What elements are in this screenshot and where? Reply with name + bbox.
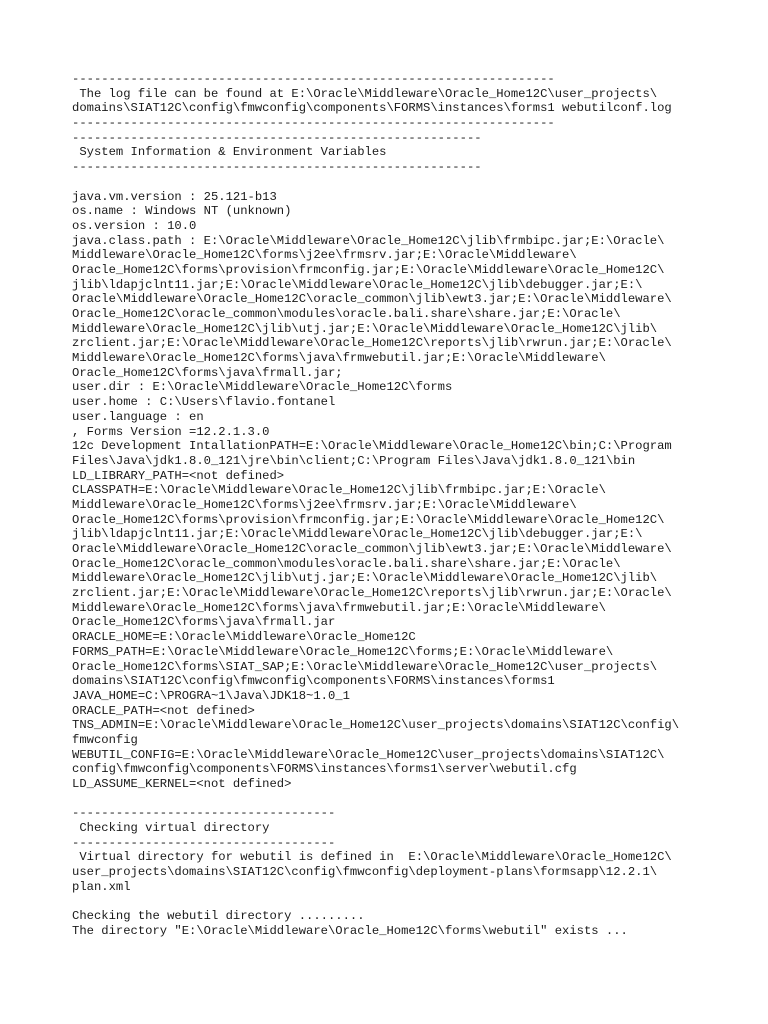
log-line: [72, 175, 679, 190]
log-line: java.vm.version : 25.121-b13: [72, 189, 277, 204]
log-line: The log file can be found at E:\Oracle\Middleware\Oracle_Home12C\user_projects\: [72, 86, 658, 101]
log-line: domains\SIAT12C\config\fmwconfig\components\FORMS\instances\forms1 webutilconf.log: [72, 101, 672, 116]
log-line: ORACLE_HOME=E:\Oracle\Middleware\Oracle_Home12C: [72, 630, 416, 645]
log-line: zrclient.jar;E:\Oracle\Middleware\Oracle_Home12C\reports\jlib\rwrun.jar;E:\Oracle\: [72, 586, 672, 601]
log-line: Oracle_Home12C\forms\java\frmall.jar;: [72, 365, 343, 380]
log-line: [72, 792, 679, 807]
log-line: Middleware\Oracle_Home12C\jlib\utj.jar;E:\Oracle\Middleware\Oracle_Home12C\jlib\: [72, 321, 658, 336]
log-line: user.home : C:\Users\flavio.fontanel: [72, 395, 336, 410]
log-line: --------------------------------------------------------: [72, 160, 482, 175]
log-line: user.language : en: [72, 409, 204, 424]
log-line: user.dir : E:\Oracle\Middleware\Oracle_Home12C\forms: [72, 380, 453, 395]
log-line: Middleware\Oracle_Home12C\forms\java\frmwebutil.jar;E:\Oracle\Middleware\: [72, 351, 606, 366]
log-line: Files\Java\jdk1.8.0_121\jre\bin\client;C:\Program Files\Java\jdk1.8.0_121\bin: [72, 453, 636, 468]
log-line: Middleware\Oracle_Home12C\forms\j2ee\frmsrv.jar;E:\Oracle\Middleware\: [72, 497, 577, 512]
log-line: FORMS_PATH=E:\Oracle\Middleware\Oracle_Home12C\forms;E:\Oracle\Middleware\: [72, 644, 614, 659]
log-line: os.name : Windows NT (unknown): [72, 204, 292, 219]
log-line: Oracle_Home12C\forms\provision\frmconfig.jar;E:\Oracle\Middleware\Oracle_Home12C\: [72, 512, 665, 527]
log-line: ORACLE_PATH=<not defined>: [72, 703, 255, 718]
log-line: zrclient.jar;E:\Oracle\Middleware\Oracle_Home12C\reports\jlib\rwrun.jar;E:\Oracle\: [72, 336, 672, 351]
log-line: , Forms Version =12.2.1.3.0: [72, 424, 270, 439]
log-line: [72, 895, 679, 910]
log-line: Oracle_Home12C\oracle_common\modules\oracle.bali.share\share.jar;E:\Oracle\: [72, 556, 621, 571]
log-line: LD_ASSUME_KERNEL=<not defined>: [72, 777, 292, 791]
log-line: Middleware\Oracle_Home12C\forms\j2ee\frmsrv.jar;E:\Oracle\Middleware\: [72, 248, 577, 263]
log-line: Oracle_Home12C\forms\SIAT_SAP;E:\Oracle\Middleware\Oracle_Home12C\user_projects\: [72, 659, 658, 674]
log-line: TNS_ADMIN=E:\Oracle\Middleware\Oracle_Home12C\user_projects\domains\SIAT12C\config\: [72, 718, 680, 733]
log-line: Middleware\Oracle_Home12C\jlib\utj.jar;E:\Oracle\Middleware\Oracle_Home12C\jlib\: [72, 571, 658, 586]
log-line: ------------------------------------: [72, 835, 336, 850]
log-line: plan.xml: [72, 879, 131, 894]
log-line: Virtual directory for webutil is defined in E:\Oracle\Middleware\Oracle_Home12C\: [72, 850, 672, 865]
log-line: os.version : 10.0: [72, 218, 197, 233]
log-line: user_projects\domains\SIAT12C\config\fmwconfig\deployment-plans\formsapp\12.2.1\: [72, 865, 658, 880]
log-line: Oracle_Home12C\forms\java\frmall.jar: [72, 615, 336, 630]
log-line: domains\SIAT12C\config\fmwconfig\components\FORMS\instances\forms1: [72, 674, 555, 689]
log-line: CLASSPATH=E:\Oracle\Middleware\Oracle_Home12C\jlib\frmbipc.jar;E:\Oracle\: [72, 483, 606, 498]
log-line: Middleware\Oracle_Home12C\forms\java\frmwebutil.jar;E:\Oracle\Middleware\: [72, 600, 606, 615]
log-line: fmwconfig: [72, 732, 138, 747]
log-document: [72, 72, 679, 939]
log-line: System Information & Environment Variables: [72, 145, 387, 160]
log-line: --------------------------------------------------------: [72, 130, 482, 145]
log-line: The directory "E:\Oracle\Middleware\Oracle_Home12C\forms\webutil" exists ...: [72, 923, 628, 938]
log-line: Oracle\Middleware\Oracle_Home12C\oracle_common\jlib\ewt3.jar;E:\Oracle\Middleware\: [72, 542, 672, 556]
log-line: Oracle\Middleware\Oracle_Home12C\oracle_common\jlib\ewt3.jar;E:\Oracle\Middleware\: [72, 292, 672, 307]
log-line: WEBUTIL_CONFIG=E:\Oracle\Middleware\Oracle_Home12C\user_projects\domains\SIAT12C\: [72, 747, 665, 762]
log-line: Oracle_Home12C\oracle_common\modules\oracle.bali.share\share.jar;E:\Oracle\: [72, 307, 621, 321]
log-line: Checking the webutil directory .........: [72, 909, 365, 924]
log-line: 12c Development IntallationPATH=E:\Oracle\Middleware\Oracle_Home12C\bin;C:\Program: [72, 439, 672, 454]
log-line: ------------------------------------------------------------------: [72, 116, 555, 131]
log-line: LD_LIBRARY_PATH=<not defined>: [72, 468, 285, 483]
log-line: ------------------------------------------------------------------: [72, 72, 555, 86]
log-line: JAVA_HOME=C:\PROGRA~1\Java\JDK18~1.0_1: [72, 688, 350, 703]
log-line: jlib\ldapjclnt11.jar;E:\Oracle\Middleware\Oracle_Home12C\jlib\debugger.jar;E:\: [72, 277, 643, 292]
log-line: config\fmwconfig\components\FORMS\instances\forms1\server\webutil.cfg: [72, 762, 577, 777]
log-line: jlib\ldapjclnt11.jar;E:\Oracle\Middleware\Oracle_Home12C\jlib\debugger.jar;E:\: [72, 527, 643, 542]
log-line: java.class.path : E:\Oracle\Middleware\Oracle_Home12C\jlib\frmbipc.jar;E:\Oracle\: [72, 233, 665, 248]
log-line: Checking virtual directory: [72, 821, 270, 836]
log-line: Oracle_Home12C\forms\provision\frmconfig.jar;E:\Oracle\Middleware\Oracle_Home12C\: [72, 262, 665, 277]
log-line: ------------------------------------: [72, 806, 336, 821]
